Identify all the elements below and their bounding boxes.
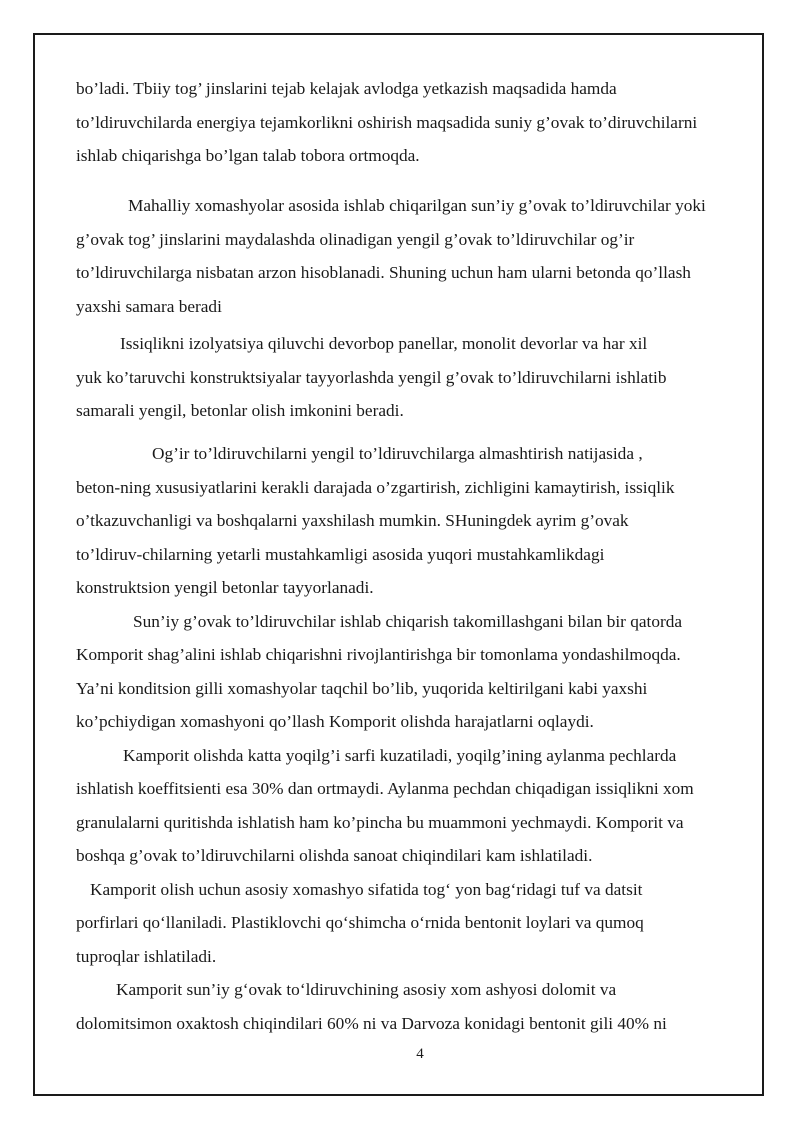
text-line: Kamporit olish uchun asosiy xomashyo sifatida tog‘ yon bag‘ridagi tuf va datsit bbox=[90, 879, 643, 899]
text-line: ishlab chiqarishga bo’lgan talab tobora ortmoqda. bbox=[76, 146, 420, 165]
text-line: Sun’iy g’ovak to’ldiruvchilar ishlab chiqarish takomillashgani bilan bir qatorda bbox=[133, 611, 683, 631]
text-line: yuk ko’taruvchi konstruktsiyalar tayyorlashda yengil g’ovak to’ldiruvchilarni ishlatib bbox=[76, 367, 667, 387]
paragraph-2 bbox=[76, 189, 764, 323]
paragraph-1 bbox=[76, 72, 764, 173]
text-line: samarali yengil, betonlar olish imkonini beradi. bbox=[76, 401, 404, 420]
text-line: g’ovak tog’ jinslarini maydalashda olinadigan yengil g’ovak to’ldiruvchilar og’ir bbox=[76, 229, 635, 249]
text-line: ishlatish koeffitsienti esa 30% dan ortmaydi. Aylanma pechdan chiqadigan issiqlikni xom bbox=[76, 779, 694, 798]
text-line: ko’pchiydigan xomashyoni qo’llash Komporit olishda harajatlarni oqlaydi. bbox=[76, 712, 594, 731]
paragraph-3 bbox=[76, 327, 764, 428]
page-number: 4 bbox=[416, 1046, 424, 1062]
text-line: o’tkazuvchanligi va boshqalarni yaxshilash mumkin. SHuningdek ayrim g’ovak bbox=[76, 511, 629, 530]
text-line: Komporit shag’alini ishlab chiqarishni rivojlantirishga bir tomonlama yondashilmoqda. bbox=[76, 645, 681, 664]
text-line: to’ldiruvchilarda energiya tejamkorlikni oshirish maqsadida suniy g’ovak to’diruvchilarni bbox=[76, 112, 698, 132]
text-line: to’ldiruvchilarga nisbatan arzon hisoblanadi. Shuning uchun ham ularni betonda qo’llash bbox=[76, 263, 691, 282]
text-line: granulalarni quritishda ishlatish ham ko’pincha bu muammoni yechmaydi. Komporit va bbox=[76, 812, 684, 832]
text-line: tuproqlar ishlatiladi. bbox=[76, 946, 217, 966]
text-line: Ya’ni konditsion gilli xomashyolar taqchil bo’lib, yuqorida keltirilgani kabi yaxshi bbox=[76, 678, 648, 698]
text-line: Mahalliy xomashyolar asosida ishlab chiqarilgan sun’iy g’ovak to’ldiruvchilar yoki bbox=[128, 196, 706, 215]
text-line: beton-ning xususiyatlarini kerakli darajada o’zgartirish, zichligini kamaytirish, issiqlik bbox=[76, 477, 675, 497]
text-line: boshqa g’ovak to’ldiruvchilarni olishda sanoat chiqindilari kam ishlatiladi. bbox=[76, 846, 593, 865]
text-line: Issiqlikni izolyatsiya qiluvchi devorbop panellar, monolit devorlar va har xil bbox=[120, 334, 648, 353]
text-line: Kamporit sun’iy g‘ovak to‘ldiruvchining asosiy xom ashyosi dolomit va bbox=[116, 980, 617, 999]
text-line: Og’ir to’ldiruvchilarni yengil to’ldiruvchilarga almashtirish natijasida , bbox=[152, 444, 643, 463]
text-line: porfirlari qo‘llaniladi. Plastiklovchi qo‘shimcha o‘rnida bentonit loylari va qumoq bbox=[76, 913, 644, 932]
text-line: bo’ladi. Tbiiy tog’ jinslarini tejab kelajak avlodga yetkazish maqsadida hamda bbox=[76, 79, 617, 98]
text-line: yaxshi samara beradi bbox=[76, 296, 222, 316]
text-line: konstruktsion yengil betonlar tayyorlanadi. bbox=[76, 578, 374, 597]
text-line: dolomitsimon oxaktosh chiqindilari 60% ni va Darvoza konidagi bentonit gili 40% ni bbox=[76, 1013, 667, 1033]
paragraph-4 bbox=[76, 437, 764, 1040]
text-line: to’ldiruv-chilarning yetarli mustahkamligi asosida yuqori mustahkamlikdagi bbox=[76, 544, 605, 564]
text-line: Kamporit olishda katta yoqilg’i sarfi kuzatiladi, yoqilg’ining aylanma pechlarda bbox=[123, 745, 677, 765]
